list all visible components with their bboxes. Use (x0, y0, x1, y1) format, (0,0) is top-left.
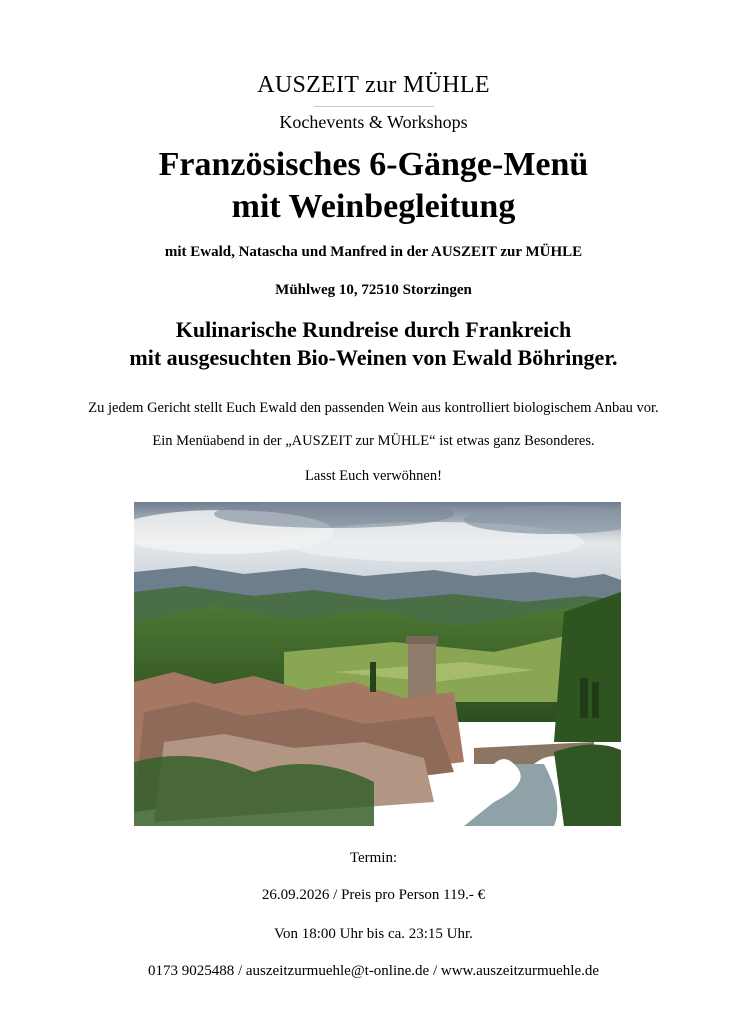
event-subtitle-line-2: mit ausgesuchten Bio-Weinen von Ewald Böhringer. (129, 345, 618, 370)
event-title-line-1: Französisches 6-Gänge-Menü (158, 146, 589, 183)
bell-tower-top (406, 636, 438, 644)
description-paragraph-3: Lasst Euch verwöhnen! (305, 468, 442, 484)
termin-label: Termin: (349, 850, 398, 866)
event-time: Von 18:00 Uhr bis ca. 23:15 Uhr. (274, 926, 473, 942)
brand-tagline: Kochevents & Workshops (279, 112, 468, 132)
date-and-price: 26.09.2026 / Preis pro Person 119.- € (261, 887, 486, 903)
cypress-tree (370, 662, 376, 692)
event-subtitle-line-1: Kulinarische Rundreise durch Frankreich (175, 317, 572, 342)
event-subtitle (0, 316, 747, 372)
event-title-line-2: mit Weinbegleitung (231, 188, 516, 225)
cypress-tree (580, 678, 588, 718)
forest-right (554, 592, 621, 742)
description-paragraph-1: Zu jedem Gericht stellt Euch Ewald den passenden Wein aus kontrolliert biologischem Anbau vor. (88, 400, 659, 416)
bell-tower (408, 640, 436, 700)
cypress-tree (592, 682, 599, 718)
foreground-trees-right (554, 744, 621, 826)
village-landscape-photo (134, 502, 621, 826)
brand-divider (314, 106, 434, 107)
description-paragraph-2: Ein Menüabend in der „AUSZEIT zur MÜHLE“ ist etwas ganz Besonderes. (152, 433, 595, 449)
event-address: Mühlweg 10, 72510 Storzingen (275, 282, 472, 298)
event-title (0, 144, 747, 228)
brand-name: AUSZEIT zur MÜHLE (257, 72, 490, 98)
river (464, 764, 557, 826)
event-hosts: mit Ewald, Natascha und Manfred in der AUSZEIT zur MÜHLE (164, 244, 583, 260)
contact-info: 0173 9025488 / auszeitzurmuehle@t-online.de / www.auszeitzurmuehle.de (147, 963, 600, 979)
